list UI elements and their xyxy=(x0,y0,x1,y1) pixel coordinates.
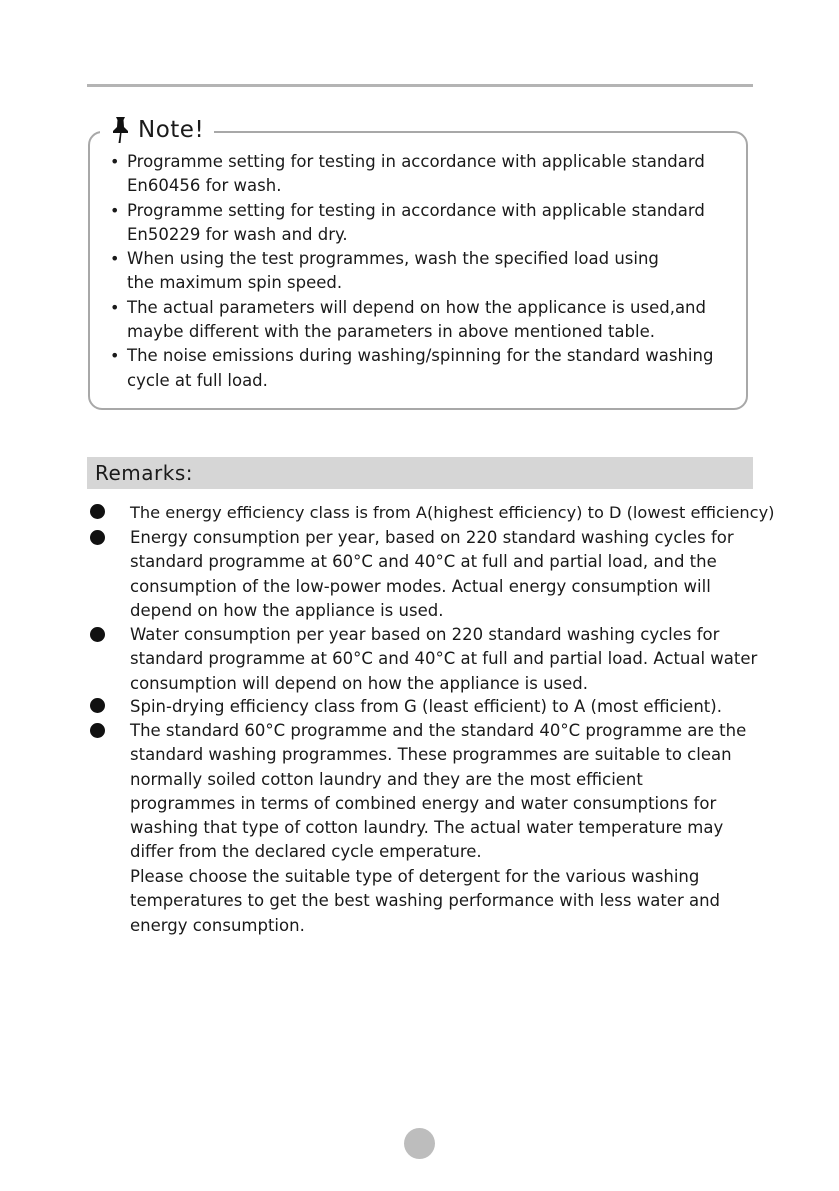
bullet-icon xyxy=(90,698,105,713)
remarks-header-bar xyxy=(87,457,753,489)
bullet-icon xyxy=(90,723,105,738)
note-header xyxy=(100,112,214,148)
remark-item: Please choose the suitable type of detergent for the various washing temperatures to get the best washing performance with less water and energy consumption. xyxy=(130,867,721,935)
note-title: Note! xyxy=(138,117,205,143)
bullet-icon xyxy=(90,627,105,642)
note-list xyxy=(108,150,728,393)
note-item: • Programme setting for testing in accordance with applicable standard En50229 for wash and dry. xyxy=(108,199,728,248)
note-item: • The noise emissions during washing/spinning for the standard washing cycle at full load. xyxy=(108,344,728,393)
remark-item: Spin-drying efficiency class from G (least efficient) to A (most efficient). xyxy=(130,697,722,716)
bullet-icon xyxy=(90,530,105,545)
remarks-title: Remarks: xyxy=(95,461,194,485)
remark-item: Energy consumption per year, based on 220 standard washing cycles for standard programme at 60°C and 40°C at full and partial load, and the consumption of the low-power modes. Actual energy consumption will depend on how the appliance is used. xyxy=(130,528,734,620)
note-item: • When using the test programmes, wash the specified load using the maximum spin speed. xyxy=(108,247,728,296)
note-item: • Programme setting for testing in accordance with applicable standard En60456 for wash. xyxy=(108,150,728,199)
bullet-icon xyxy=(90,504,105,519)
top-divider xyxy=(87,84,753,87)
remark-item: Water consumption per year based on 220 standard washing cycles for standard programme at 60°C and 40°C at full and partial load. Actual water consumption will depend on how the appliance is used. xyxy=(130,625,758,693)
page-number-circle xyxy=(404,1128,435,1159)
pushpin-icon xyxy=(108,115,132,145)
remark-item: The standard 60°C programme and the standard 40°C programme are the standard washing programmes. These programmes are suitable to clean normally soiled cotton laundry and they are the most efficient programmes in terms of combined energy and water consumptions for washing that type of cotton laundry. The actual water temperature may differ from the declared cycle emperature. xyxy=(130,721,747,862)
note-item: • The actual parameters will depend on how the applicance is used,and maybe different with the parameters in above mentioned table. xyxy=(108,296,728,345)
remark-item: The energy efficiency class is from A(highest efficiency) to D (lowest efficiency) xyxy=(130,503,775,522)
